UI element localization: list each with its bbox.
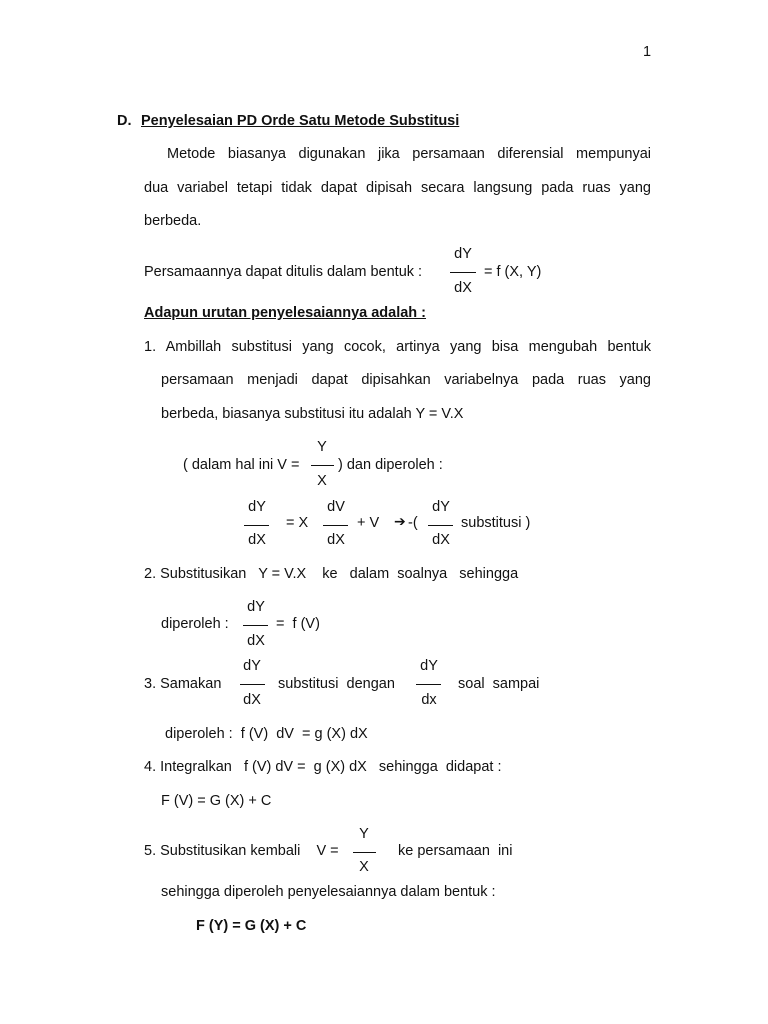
step1-eq-paren: -( bbox=[408, 515, 418, 531]
step1-eq-num3: dY bbox=[432, 499, 450, 515]
step1-eq-bar1 bbox=[244, 525, 269, 526]
step1-note-fraction-bar bbox=[311, 465, 334, 466]
step2-num: dY bbox=[247, 599, 265, 615]
step3-bar1 bbox=[240, 684, 265, 685]
step1-note-suffix: ) dan diperoleh : bbox=[338, 457, 443, 473]
step1-eq-den3: dX bbox=[432, 532, 450, 548]
step3-suffix: soal sampai bbox=[458, 676, 540, 692]
step1-note-prefix: ( dalam hal ini V = bbox=[183, 457, 300, 473]
step5-prefix: 5. Substitusikan kembali V = bbox=[144, 843, 339, 859]
step1-eq-num2: dV bbox=[327, 499, 345, 515]
step5-den: X bbox=[359, 859, 369, 875]
section-letter: D. bbox=[117, 113, 132, 129]
step3-den1: dX bbox=[243, 692, 261, 708]
step1-note-num: Y bbox=[317, 439, 327, 455]
step1-line-1: 1. Ambillah substitusi yang cocok, artinya yang bisa mengubah bentuk bbox=[144, 339, 651, 355]
step1-eq-equals-x: = X bbox=[286, 515, 309, 531]
step1-eq-den2: dX bbox=[327, 532, 345, 548]
general-form-den: dX bbox=[454, 280, 472, 296]
general-form-rhs: = f (X, Y) bbox=[484, 264, 542, 280]
step5-fraction-bar bbox=[353, 852, 376, 853]
step4-line-2: F (V) = G (X) + C bbox=[161, 793, 272, 809]
section-title: Penyelesaian PD Orde Satu Metode Substitusi bbox=[141, 113, 460, 129]
step3-bar2 bbox=[416, 684, 441, 685]
step2-den: dX bbox=[247, 633, 265, 649]
step5-num: Y bbox=[359, 826, 369, 842]
steps-heading: Adapun urutan penyelesaiannya adalah : bbox=[144, 305, 427, 321]
step1-line-2: persamaan menjadi dapat dipisahkan variabelnya pada ruas yang bbox=[161, 372, 651, 388]
step1-eq-den1: dX bbox=[248, 532, 266, 548]
step5-line-2: sehingga diperoleh penyelesaiannya dalam bentuk : bbox=[161, 884, 496, 900]
intro-line-1: Metode biasanya digunakan jika persamaan diferensial mempunyai bbox=[167, 146, 651, 162]
step3-den2: dx bbox=[421, 692, 437, 708]
general-form-num: dY bbox=[454, 246, 472, 262]
step1-note-den: X bbox=[317, 473, 327, 489]
step1-eq-suffix: substitusi ) bbox=[461, 515, 531, 531]
step4-line-1: 4. Integralkan f (V) dV = g (X) dX sehingga didapat : bbox=[144, 759, 502, 775]
step3-num2: dY bbox=[420, 658, 438, 674]
intro-line-2: dua variabel tetapi tidak dapat dipisah secara langsung pada ruas yang bbox=[144, 180, 651, 196]
intro-line-3: berbeda. bbox=[144, 213, 202, 229]
step1-line-3: berbeda, biasanya substitusi itu adalah Y = V.X bbox=[161, 406, 464, 422]
step5-suffix: ke persamaan ini bbox=[398, 843, 513, 859]
step3-num1: dY bbox=[243, 658, 261, 674]
step1-eq-num1: dY bbox=[248, 499, 266, 515]
page-number: 1 bbox=[643, 44, 652, 60]
step2-prefix: diperoleh : bbox=[161, 616, 229, 632]
general-form-text: Persamaannya dapat ditulis dalam bentuk : bbox=[144, 264, 423, 280]
general-form-fraction-bar bbox=[450, 272, 476, 273]
step2-fraction-bar bbox=[243, 625, 268, 626]
step3-mid: substitusi dengan bbox=[278, 676, 395, 692]
arrow-icon: ➔ bbox=[394, 514, 406, 530]
step1-eq-plus-v: + V bbox=[357, 515, 380, 531]
step2-line-1: 2. Substitusikan Y = V.X ke dalam soalnya sehingga bbox=[144, 566, 519, 582]
final-formula: F (Y) = G (X) + C bbox=[196, 918, 307, 934]
step3-line-2: diperoleh : f (V) dV = g (X) dX bbox=[165, 726, 368, 742]
step1-eq-bar2 bbox=[323, 525, 348, 526]
step3-prefix: 3. Samakan bbox=[144, 676, 222, 692]
step2-rhs: = f (V) bbox=[276, 616, 320, 632]
step1-eq-bar3 bbox=[428, 525, 453, 526]
